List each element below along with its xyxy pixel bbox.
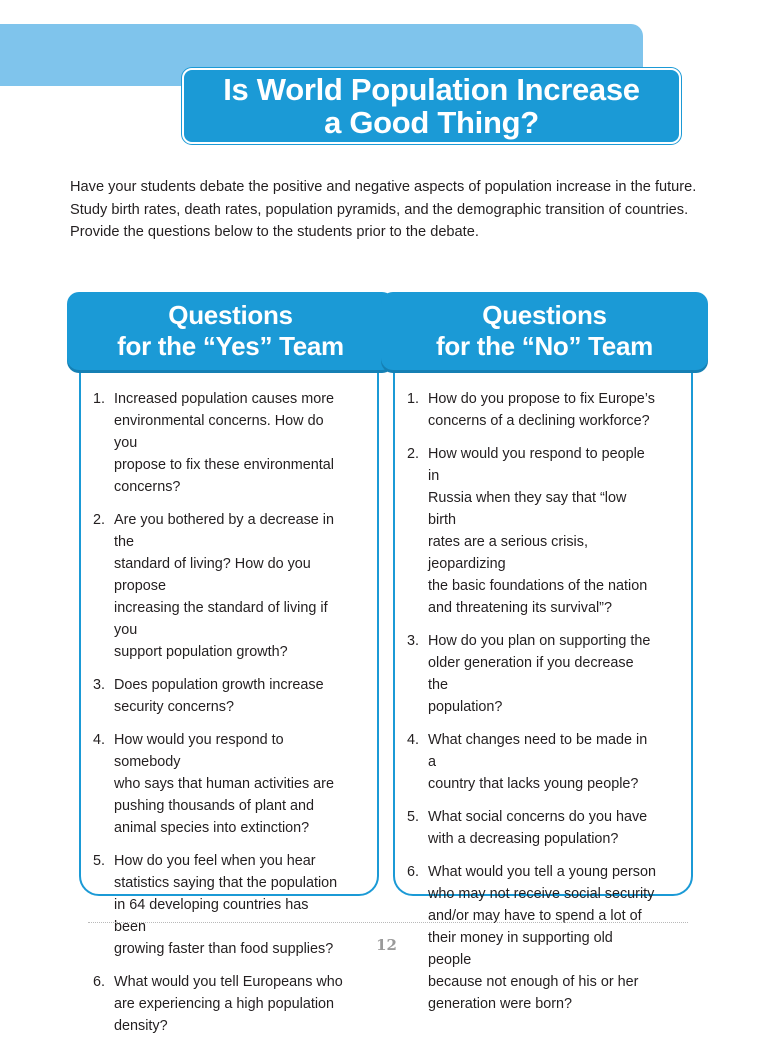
question-text-line: How would you respond to somebody [114,732,284,770]
question-number: 5. [93,853,106,869]
question-text-line: population? [428,699,503,715]
question-text-line: How would you respond to people in [428,446,645,484]
question-text-line: and threatening its survival”? [428,600,612,616]
question-text-line: country that lacks young people? [428,776,639,792]
intro-line: Provide the questions below to the students prior to the debate. [70,224,479,240]
title-line-2: a Good Thing? [324,105,539,140]
question-item [407,861,657,1015]
question-text-line: growing faster than food supplies? [114,941,334,957]
question-text-line: environmental concerns. How do you [114,413,324,451]
question-text-line: because not enough of his or her [428,974,639,990]
question-text-line: What would you tell Europeans who [114,974,343,990]
question-item [407,630,657,718]
question-number: 1. [407,391,420,407]
question-number: 3. [93,677,106,693]
question-number: 4. [407,732,420,748]
question-text-line: are experiencing a high population [114,996,335,1012]
question-number: 4. [93,732,106,748]
question-text-line: statistics saying that the population [114,875,338,891]
question-item [407,806,657,850]
question-text-line: standard of living? How do you propose [114,556,311,594]
no-team-heading-line-1: Questions [482,300,607,330]
question-text-line: the basic foundations of the nation [428,578,648,594]
question-text-line: How do you feel when you hear [114,853,316,869]
no-team-questions [407,388,657,1026]
question-text-line: What changes need to be made in a [428,732,648,770]
yes-team-heading-line-1: Questions [168,300,293,330]
question-text-line: generation were born? [428,996,573,1012]
question-text-line: security concerns? [114,699,234,715]
question-item [407,443,657,619]
question-text-line: with a decreasing population? [428,831,619,847]
no-team-heading-line-2: for the “No” Team [436,331,653,361]
question-item [407,729,657,795]
question-text-line: who says that human activities are [114,776,334,792]
page-title [223,73,640,139]
question-item [93,971,343,1037]
question-number: 5. [407,809,420,825]
question-number: 1. [93,391,106,407]
question-number: 2. [93,512,106,528]
question-text-line: increasing the standard of living if you [114,600,328,638]
question-text-line: in 64 developing countries has been [114,897,309,935]
question-text-line: animal species into extinction? [114,820,310,836]
question-text-line: What social concerns do you have [428,809,648,825]
yes-team-questions [93,388,343,1048]
question-item [93,674,343,718]
intro-paragraph [70,176,720,244]
question-text-line: concerns of a declining workforce? [428,413,650,429]
question-item [93,850,343,960]
question-text-line: support population growth? [114,644,288,660]
question-text-line: How do you plan on supporting the [428,633,651,649]
question-text-line: Does population growth increase [114,677,324,693]
yes-team-heading-line-2: for the “Yes” Team [117,331,344,361]
intro-line: Study birth rates, death rates, population pyramids, and the demographic transition of countries. [70,201,689,218]
question-text-line: density? [114,1018,168,1034]
question-item [93,729,343,839]
question-text-line: rates are a serious crisis, jeopardizing [428,534,588,572]
question-text-line: Are you bothered by a decrease in the [114,512,334,550]
title-banner [182,68,681,144]
question-number: 2. [407,446,420,462]
yes-team-heading [67,292,394,370]
footer-divider [88,922,688,923]
question-text-line: who may not receive social security [428,886,655,902]
question-text-line: What would you tell a young person [428,864,656,880]
question-item [407,388,657,432]
page-number: 12 [376,936,397,954]
question-number: 3. [407,633,420,649]
question-text-line: their money in supporting old people [428,930,613,968]
question-text-line: propose to fix these environmental [114,457,334,473]
intro-line: Have your students debate the positive and negative aspects of population increase in the future. [70,179,697,195]
question-number: 6. [407,864,420,880]
question-text-line: concerns? [114,479,181,495]
question-text-line: and/or may have to spend a lot of [428,908,642,924]
question-text-line: Russia when they say that “low birth [428,490,627,528]
question-text-line: older generation if you decrease the [428,655,634,693]
question-number: 6. [93,974,106,990]
question-text-line: How do you propose to fix Europe’s [428,391,655,407]
question-text-line: Increased population causes more [114,391,334,407]
title-line-1: Is World Population Increase [223,72,640,107]
question-item [93,388,343,498]
question-item [93,509,343,663]
no-team-heading [381,292,708,370]
question-text-line: pushing thousands of plant and [114,798,315,814]
